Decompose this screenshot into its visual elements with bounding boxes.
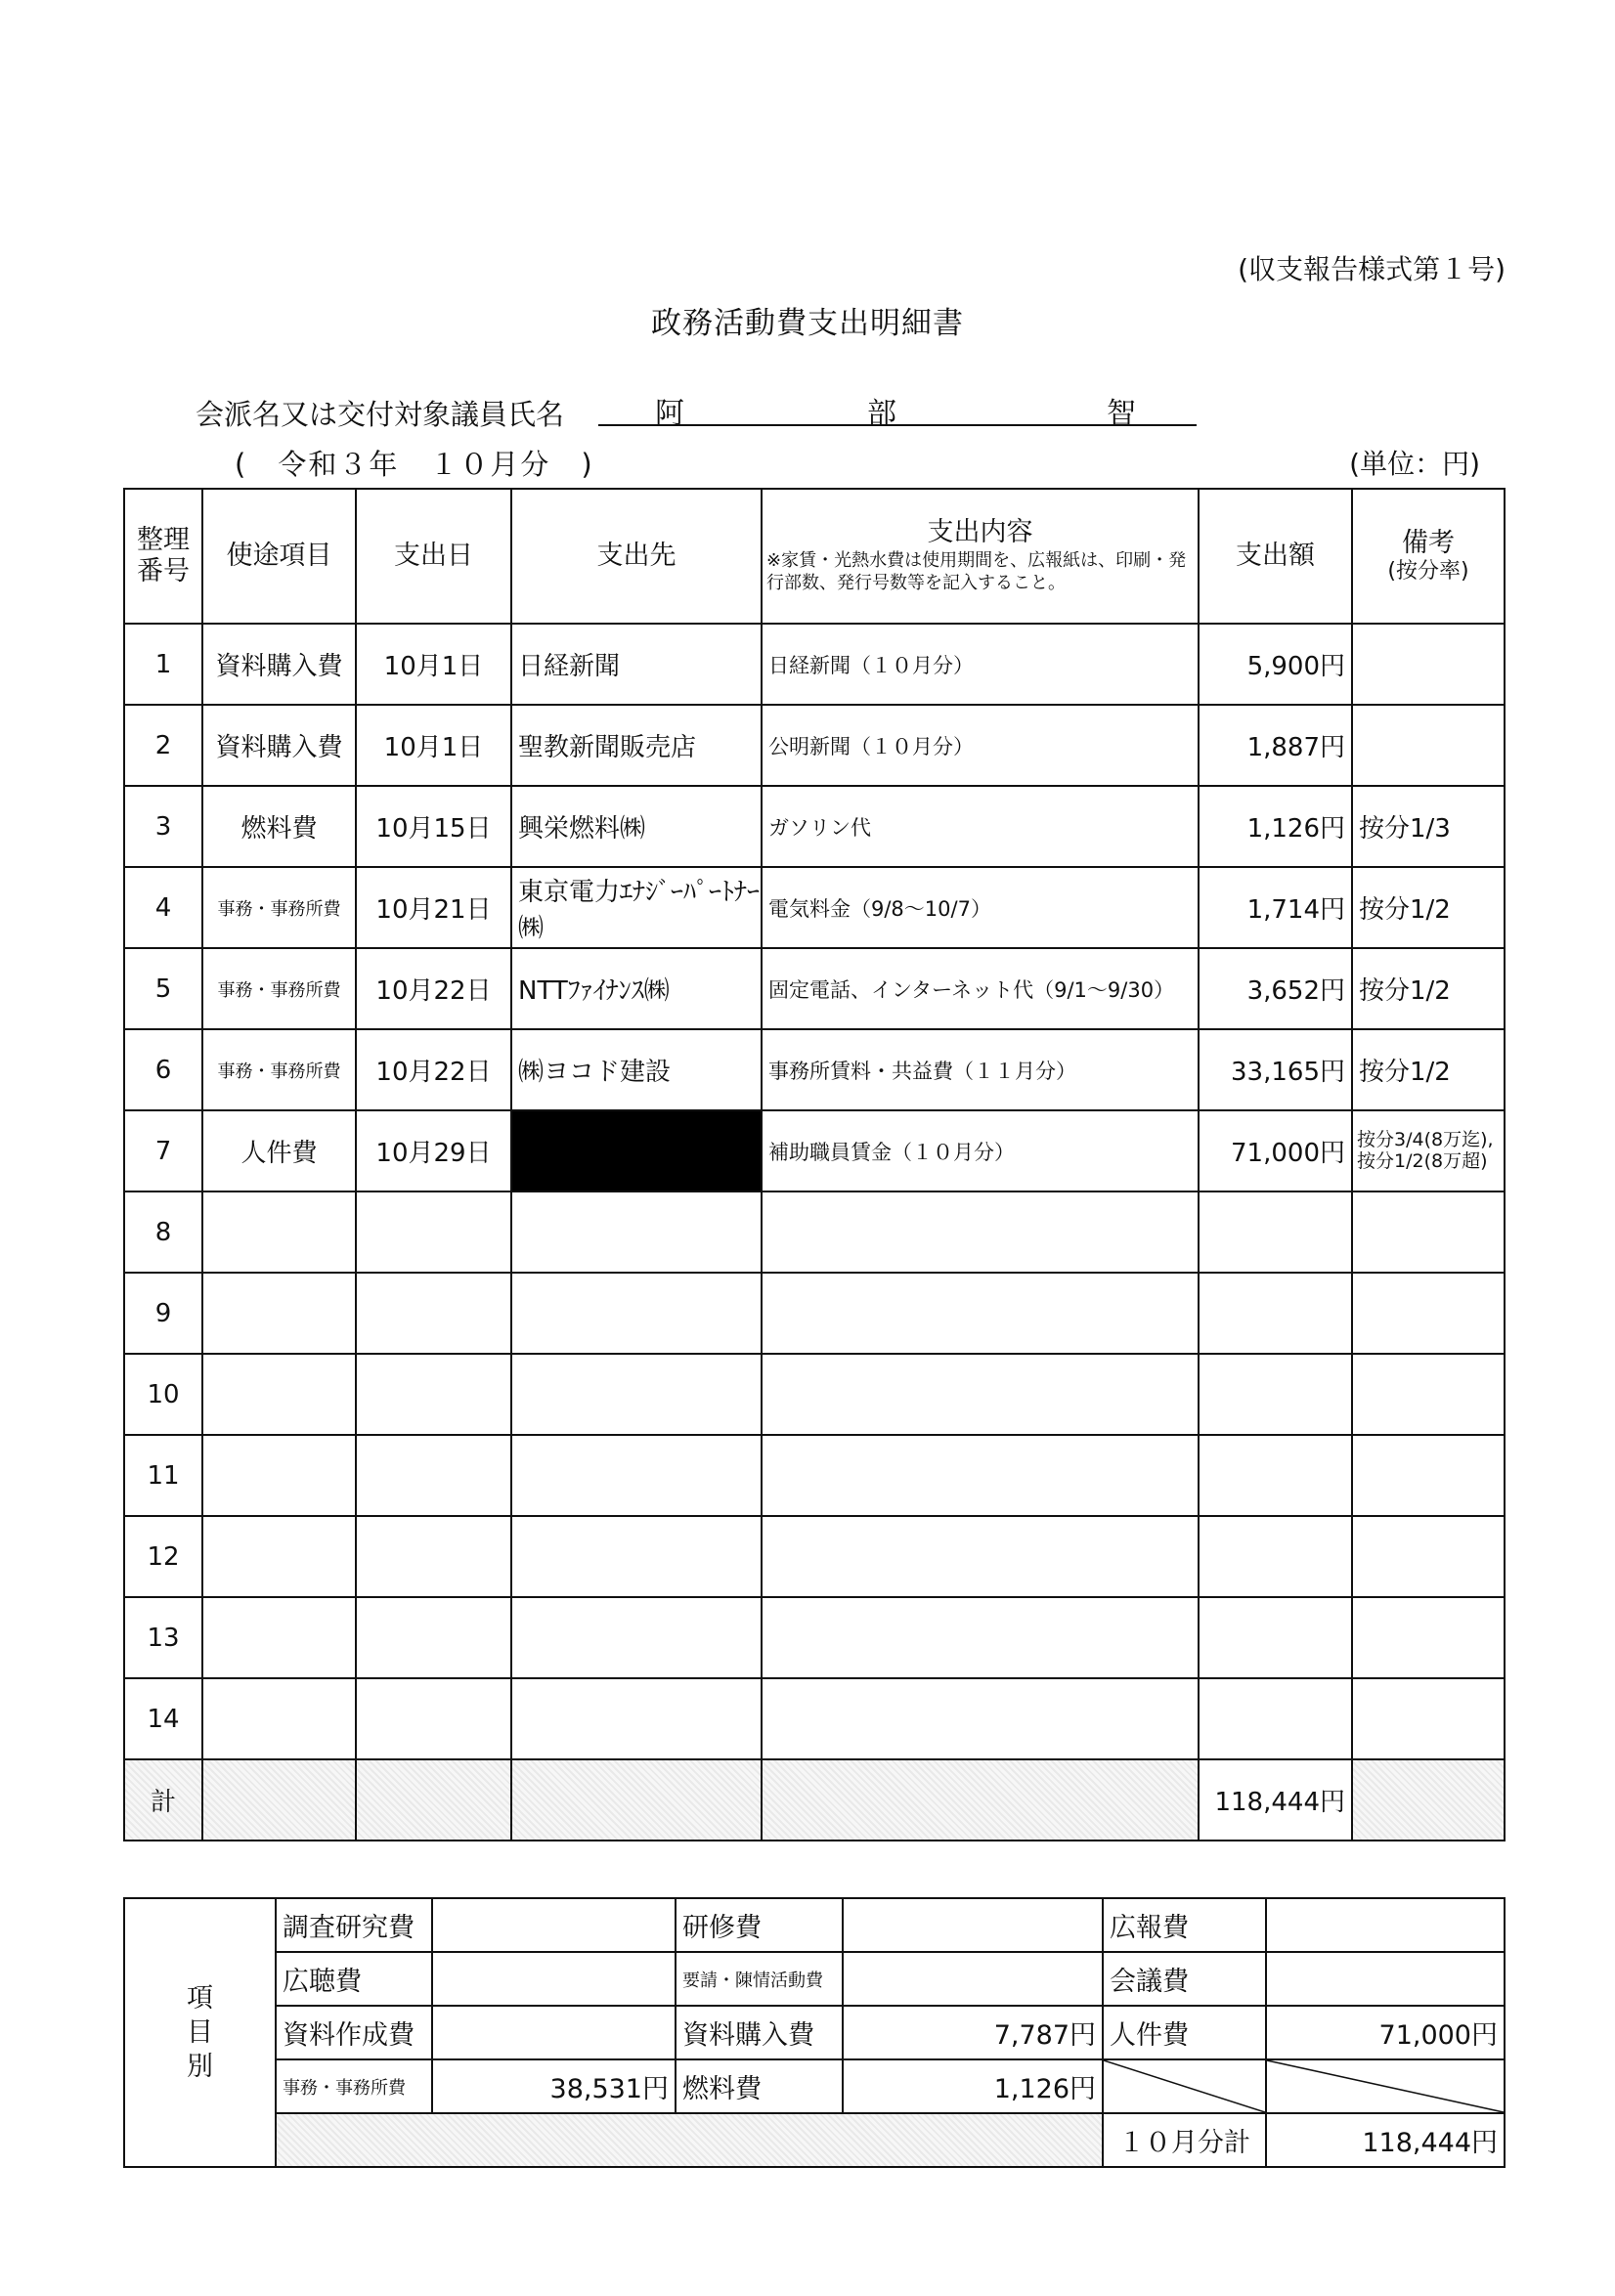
row-purpose: 事務・事務所費 xyxy=(202,948,356,1029)
header-row xyxy=(124,489,1505,624)
row-remarks xyxy=(1352,624,1505,705)
row-payee xyxy=(511,1678,762,1759)
row-purpose xyxy=(202,1354,356,1435)
summary-value-research xyxy=(432,1898,676,1952)
row-remarks xyxy=(1352,1597,1505,1678)
row-content: 日経新聞（１０月分） xyxy=(762,624,1199,705)
row-payee: ㈱ヨコド建設 xyxy=(511,1029,762,1110)
row-payee xyxy=(511,1516,762,1597)
row-remarks: 按分1/2 xyxy=(1352,1029,1505,1110)
header-amount: 支出額 xyxy=(1199,489,1352,624)
header-remarks-title: 備考 xyxy=(1402,527,1455,558)
summary-label-fuel: 燃料費 xyxy=(676,2059,843,2113)
row-amount: 1,714円 xyxy=(1199,867,1352,948)
row-date: 10月21日 xyxy=(356,867,511,948)
summary-row xyxy=(124,2113,1505,2167)
row-amount xyxy=(1199,1273,1352,1354)
row-remarks xyxy=(1352,705,1505,786)
row-amount: 3,652円 xyxy=(1199,948,1352,1029)
summary-value-materials-purchase: 7,787円 xyxy=(843,2006,1103,2059)
row-date: 10月29日 xyxy=(356,1110,511,1191)
row-payee: NTTﾌｧｲﾅﾝｽ㈱ xyxy=(511,948,762,1029)
row-purpose xyxy=(202,1597,356,1678)
row-purpose xyxy=(202,1191,356,1273)
header-content-note: ※家賃・光熱水費は使用期間を、広報紙は、印刷・発行部数、発行号数等を記入すること。 xyxy=(766,549,1187,594)
summary-label-pr: 広報費 xyxy=(1103,1898,1266,1952)
summary-value-materials-creation xyxy=(432,2006,676,2059)
summary-value-fuel: 1,126円 xyxy=(843,2059,1103,2113)
summary-value-pr xyxy=(1266,1898,1505,1952)
row-remarks xyxy=(1352,1191,1505,1273)
row-content xyxy=(762,1516,1199,1597)
summary-value-month-total: 118,444円 xyxy=(1266,2113,1505,2167)
row-payee xyxy=(511,1273,762,1354)
row-purpose: 資料購入費 xyxy=(202,624,356,705)
summary-crossed-cell xyxy=(1103,2059,1266,2113)
expense-table xyxy=(123,488,1506,1841)
row-amount xyxy=(1199,1597,1352,1678)
total-blank xyxy=(356,1759,511,1841)
expense-row xyxy=(124,1678,1505,1759)
row-payee: 聖教新聞販売店 xyxy=(511,705,762,786)
summary-label-meeting: 会議費 xyxy=(1103,1952,1266,2006)
row-no: 13 xyxy=(124,1597,202,1678)
row-remarks: 按分1/2 xyxy=(1352,948,1505,1029)
row-content xyxy=(762,1435,1199,1516)
row-amount: 1,126円 xyxy=(1199,786,1352,867)
total-blank xyxy=(202,1759,356,1841)
total-row xyxy=(124,1759,1505,1841)
row-remarks xyxy=(1352,1435,1505,1516)
expense-row xyxy=(124,1029,1505,1110)
row-payee: 東京電力ｴﾅｼﾞｰﾊﾟｰﾄﾅｰ㈱ xyxy=(511,867,762,948)
total-label: 計 xyxy=(124,1759,202,1841)
row-date xyxy=(356,1435,511,1516)
row-no: 6 xyxy=(124,1029,202,1110)
expense-row xyxy=(124,1354,1505,1435)
row-content xyxy=(762,1597,1199,1678)
row-payee xyxy=(511,1191,762,1273)
header-content xyxy=(762,489,1199,624)
expense-row xyxy=(124,1110,1505,1191)
row-remarks: 按分1/3 xyxy=(1352,786,1505,867)
row-purpose xyxy=(202,1273,356,1354)
summary-label-research: 調査研究費 xyxy=(276,1898,432,1952)
expense-row xyxy=(124,1597,1505,1678)
summary-value-meeting xyxy=(1266,1952,1505,2006)
row-date: 10月1日 xyxy=(356,624,511,705)
summary-value-personnel: 71,000円 xyxy=(1266,2006,1505,2059)
row-payee xyxy=(511,1435,762,1516)
header-date: 支出日 xyxy=(356,489,511,624)
row-no: 7 xyxy=(124,1110,202,1191)
row-content: 補助職員賃金（１０月分） xyxy=(762,1110,1199,1191)
row-purpose: 事務・事務所費 xyxy=(202,1029,356,1110)
row-no: 5 xyxy=(124,948,202,1029)
row-purpose xyxy=(202,1678,356,1759)
total-blank xyxy=(1352,1759,1505,1841)
row-no: 8 xyxy=(124,1191,202,1273)
row-no: 1 xyxy=(124,624,202,705)
row-payee: 日経新聞 xyxy=(511,624,762,705)
row-payee-redacted xyxy=(511,1110,762,1191)
row-content xyxy=(762,1191,1199,1273)
summary-row xyxy=(124,1952,1505,2006)
expense-row xyxy=(124,786,1505,867)
row-payee xyxy=(511,1354,762,1435)
summary-value-petition xyxy=(843,1952,1103,2006)
row-amount xyxy=(1199,1435,1352,1516)
summary-row xyxy=(124,2006,1505,2059)
row-content: 電気料金（9/8～10/7） xyxy=(762,867,1199,948)
row-no: 14 xyxy=(124,1678,202,1759)
expense-row xyxy=(124,1191,1505,1273)
summary-label-month-total: １０月分計 xyxy=(1103,2113,1266,2167)
row-no: 9 xyxy=(124,1273,202,1354)
summary-label-personnel: 人件費 xyxy=(1103,2006,1266,2059)
row-no: 12 xyxy=(124,1516,202,1597)
summary-value-training xyxy=(843,1898,1103,1952)
row-remarks xyxy=(1352,1354,1505,1435)
expense-row xyxy=(124,1516,1505,1597)
header-payee: 支出先 xyxy=(511,489,762,624)
row-date xyxy=(356,1191,511,1273)
row-remarks: 按分1/2 xyxy=(1352,867,1505,948)
summary-section-label xyxy=(124,1898,276,2167)
row-payee xyxy=(511,1597,762,1678)
summary-crossed-cell xyxy=(1266,2059,1505,2113)
member-label: 会派名又は交付対象議員氏名 xyxy=(196,398,565,431)
row-content: ガソリン代 xyxy=(762,786,1199,867)
header-remarks xyxy=(1352,489,1505,624)
row-date: 10月22日 xyxy=(356,948,511,1029)
member-name-part: 阿 xyxy=(655,397,684,431)
row-date xyxy=(356,1273,511,1354)
row-date: 10月22日 xyxy=(356,1029,511,1110)
expense-row xyxy=(124,705,1505,786)
row-payee: 興栄燃料㈱ xyxy=(511,786,762,867)
row-amount: 5,900円 xyxy=(1199,624,1352,705)
header-no: 整理番号 xyxy=(124,489,202,624)
row-date xyxy=(356,1597,511,1678)
member-name-part: 部 xyxy=(867,397,896,431)
row-no: 11 xyxy=(124,1435,202,1516)
row-amount: 33,165円 xyxy=(1199,1029,1352,1110)
row-purpose xyxy=(202,1516,356,1597)
row-no: 3 xyxy=(124,786,202,867)
expense-row xyxy=(124,948,1505,1029)
row-remarks xyxy=(1352,1516,1505,1597)
row-remarks xyxy=(1352,1678,1505,1759)
expense-row xyxy=(124,1435,1505,1516)
reporting-period: ( 令和３年 １０月分 ) xyxy=(235,448,594,481)
summary-shaded-cell xyxy=(276,2113,1103,2167)
total-blank xyxy=(762,1759,1199,1841)
row-date: 10月1日 xyxy=(356,705,511,786)
row-no: 10 xyxy=(124,1354,202,1435)
row-amount: 1,887円 xyxy=(1199,705,1352,786)
row-date xyxy=(356,1678,511,1759)
header-remarks-sub: (按分率) xyxy=(1387,559,1469,584)
summary-label-office: 事務・事務所費 xyxy=(276,2059,432,2113)
summary-label-materials-purchase: 資料購入費 xyxy=(676,2006,843,2059)
row-purpose: 燃料費 xyxy=(202,786,356,867)
summary-section-text: 項目別 xyxy=(187,1982,213,2083)
summary-label-materials-creation: 資料作成費 xyxy=(276,2006,432,2059)
row-amount xyxy=(1199,1516,1352,1597)
row-purpose: 資料購入費 xyxy=(202,705,356,786)
form-number: (収支報告様式第１号) xyxy=(1238,253,1506,285)
expense-row xyxy=(124,1273,1505,1354)
row-amount xyxy=(1199,1354,1352,1435)
category-summary-table xyxy=(123,1897,1506,2168)
document-title: 政務活動費支出明細書 xyxy=(651,306,964,341)
row-amount xyxy=(1199,1191,1352,1273)
row-content xyxy=(762,1354,1199,1435)
summary-row xyxy=(124,1898,1505,1952)
row-remarks xyxy=(1352,1273,1505,1354)
total-amount: 118,444円 xyxy=(1199,1759,1352,1841)
summary-value-hearing xyxy=(432,1952,676,2006)
row-no: 2 xyxy=(124,705,202,786)
expense-row xyxy=(124,867,1505,948)
row-content: 事務所賃料・共益費（１１月分） xyxy=(762,1029,1199,1110)
row-content xyxy=(762,1678,1199,1759)
row-amount xyxy=(1199,1678,1352,1759)
unit-label: (単位：円) xyxy=(1349,448,1480,480)
row-remarks: 按分3/4(8万迄),按分1/2(8万超) xyxy=(1352,1110,1505,1191)
member-name-part: 智 xyxy=(1107,397,1136,431)
row-date xyxy=(356,1516,511,1597)
member-name xyxy=(598,389,1197,431)
row-purpose: 人件費 xyxy=(202,1110,356,1191)
row-content: 公明新聞（１０月分） xyxy=(762,705,1199,786)
header-purpose: 使途項目 xyxy=(202,489,356,624)
row-date xyxy=(356,1354,511,1435)
expense-row xyxy=(124,624,1505,705)
row-purpose xyxy=(202,1435,356,1516)
row-amount: 71,000円 xyxy=(1199,1110,1352,1191)
summary-label-training: 研修費 xyxy=(676,1898,843,1952)
row-content: 固定電話、インターネット代（9/1～9/30） xyxy=(762,948,1199,1029)
summary-label-petition: 要請・陳情活動費 xyxy=(676,1952,843,2006)
summary-label-hearing: 広聴費 xyxy=(276,1952,432,2006)
summary-row xyxy=(124,2059,1505,2113)
header-content-title: 支出内容 xyxy=(927,517,1033,548)
summary-value-office: 38,531円 xyxy=(432,2059,676,2113)
row-date: 10月15日 xyxy=(356,786,511,867)
row-content xyxy=(762,1273,1199,1354)
total-blank xyxy=(511,1759,762,1841)
row-no: 4 xyxy=(124,867,202,948)
row-purpose: 事務・事務所費 xyxy=(202,867,356,948)
